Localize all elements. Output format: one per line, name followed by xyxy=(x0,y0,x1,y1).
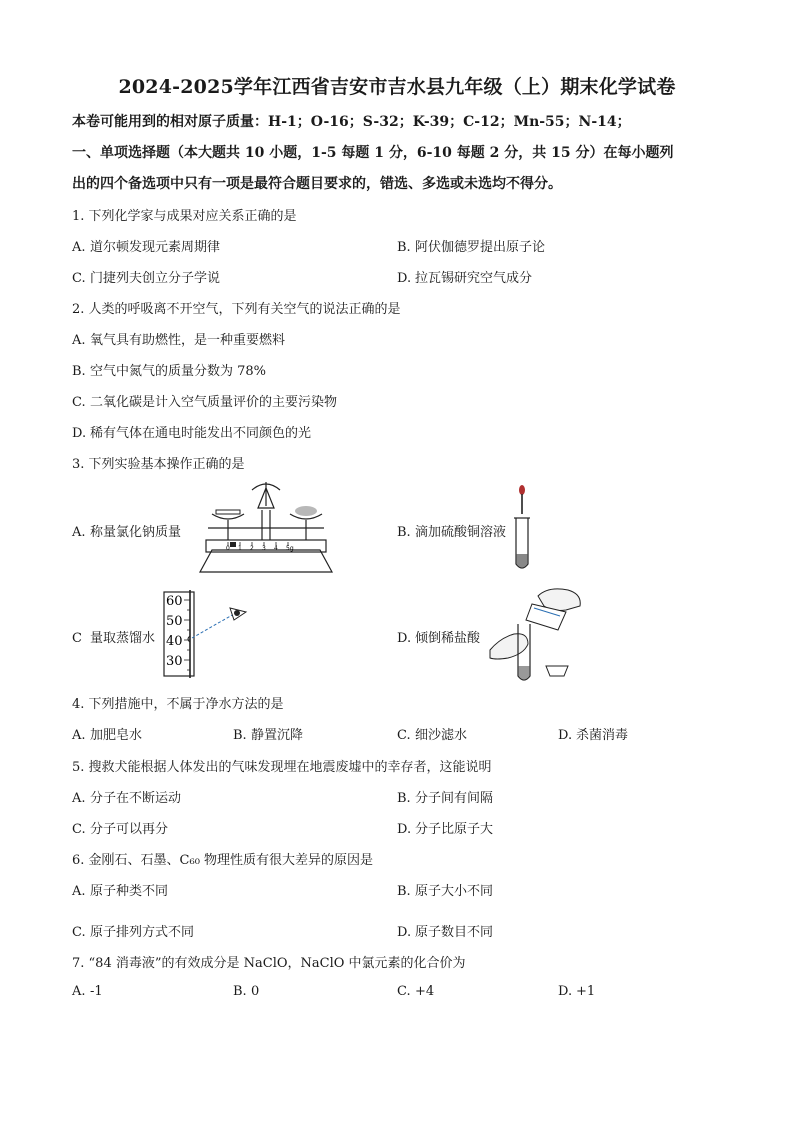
option: D. +1 xyxy=(558,984,596,999)
option: C. 分子可以再分 xyxy=(72,822,169,837)
svg-text:3: 3 xyxy=(262,545,266,552)
section-heading-line1: 一、单项选择题（本大题共 10 小题，1-5 每题 1 分，6-10 每题 2 分，共 15 分）在每小题列 xyxy=(72,145,674,161)
option: C. 原子排列方式不同 xyxy=(72,925,195,940)
question-stem: 7. “84 消毒液”的有效成分是 NaClO，NaClO 中氯元素的化合价为 xyxy=(72,956,466,971)
option: B. 滴加硫酸铜溶液 xyxy=(397,525,507,540)
atomic-mass-note: 本卷可能用到的相对原子质量：H-1；O-16；S-32；K-39；C-12；Mn-55；N-14； xyxy=(72,114,631,130)
option: B. 静置沉降 xyxy=(233,728,304,743)
option: D. 倾倒稀盐酸 xyxy=(397,631,481,646)
option: A. 氧气具有助燃性，是一种重要燃料 xyxy=(72,333,286,348)
option: B. 分子间有间隔 xyxy=(397,791,494,806)
option: B. 原子大小不同 xyxy=(397,884,494,899)
question-stem: 2. 人类的呼吸离不开空气，下列有关空气的说法正确的是 xyxy=(72,302,401,317)
option: C. 细沙滤水 xyxy=(397,728,468,743)
option: A. 分子在不断运动 xyxy=(72,791,182,806)
option: C. 门捷列夫创立分子学说 xyxy=(72,271,221,286)
svg-text:5g: 5g xyxy=(286,545,294,552)
option: A. -1 xyxy=(72,984,103,999)
svg-text:30: 30 xyxy=(166,654,183,669)
option: C 量取蒸馏水 xyxy=(72,631,156,646)
option: C. 二氧化碳是计入空气质量评价的主要污染物 xyxy=(72,395,338,410)
question-stem: 4. 下列措施中，不属于净水方法的是 xyxy=(72,697,284,712)
option: B. 空气中氮气的质量分数为 78% xyxy=(72,364,267,379)
option: D. 拉瓦锡研究空气成分 xyxy=(397,271,533,286)
option: A. 原子种类不同 xyxy=(72,884,169,899)
option: A. 加肥皂水 xyxy=(72,728,143,743)
option: D. 稀有气体在通电时能发出不同颜色的光 xyxy=(72,426,312,441)
option: D. 分子比原子大 xyxy=(397,822,494,837)
option: A. 道尔顿发现元素周期律 xyxy=(72,240,221,255)
svg-text:50: 50 xyxy=(166,614,183,629)
svg-text:4: 4 xyxy=(274,545,278,552)
balance-scale-figure xyxy=(192,480,340,578)
svg-text:2: 2 xyxy=(250,545,254,552)
question-stem: 6. 金刚石、石墨、C₆₀ 物理性质有很大差异的原因是 xyxy=(72,853,374,868)
option: B. 0 xyxy=(233,984,260,999)
pouring-acid-figure xyxy=(488,586,588,686)
dropper-test-tube-figure xyxy=(512,484,532,572)
option: D. 原子数目不同 xyxy=(397,925,494,940)
graduated-cylinder-figure xyxy=(162,586,254,678)
svg-text:40: 40 xyxy=(166,634,183,649)
section-heading-line2: 出的四个备选项中只有一项是最符合题目要求的，错选、多选或未选均不得分。 xyxy=(72,176,562,192)
option: D. 杀菌消毒 xyxy=(558,728,629,743)
option: A. 称量氯化钠质量 xyxy=(72,525,182,540)
question-stem: 1. 下列化学家与成果对应关系正确的是 xyxy=(72,209,297,224)
svg-text:0: 0 xyxy=(226,545,230,552)
page-title: 2024-2025学年江西省吉安市吉水县九年级（上）期末化学试卷 xyxy=(118,76,676,98)
question-stem: 5. 搜救犬能根据人体发出的气味发现埋在地震废墟中的幸存者，这能说明 xyxy=(72,760,492,775)
svg-text:60: 60 xyxy=(166,594,183,609)
option: C. +4 xyxy=(397,984,435,999)
question-stem: 3. 下列实验基本操作正确的是 xyxy=(72,457,245,472)
option: B. 阿伏伽德罗提出原子论 xyxy=(397,240,546,255)
svg-text:1: 1 xyxy=(238,545,242,552)
